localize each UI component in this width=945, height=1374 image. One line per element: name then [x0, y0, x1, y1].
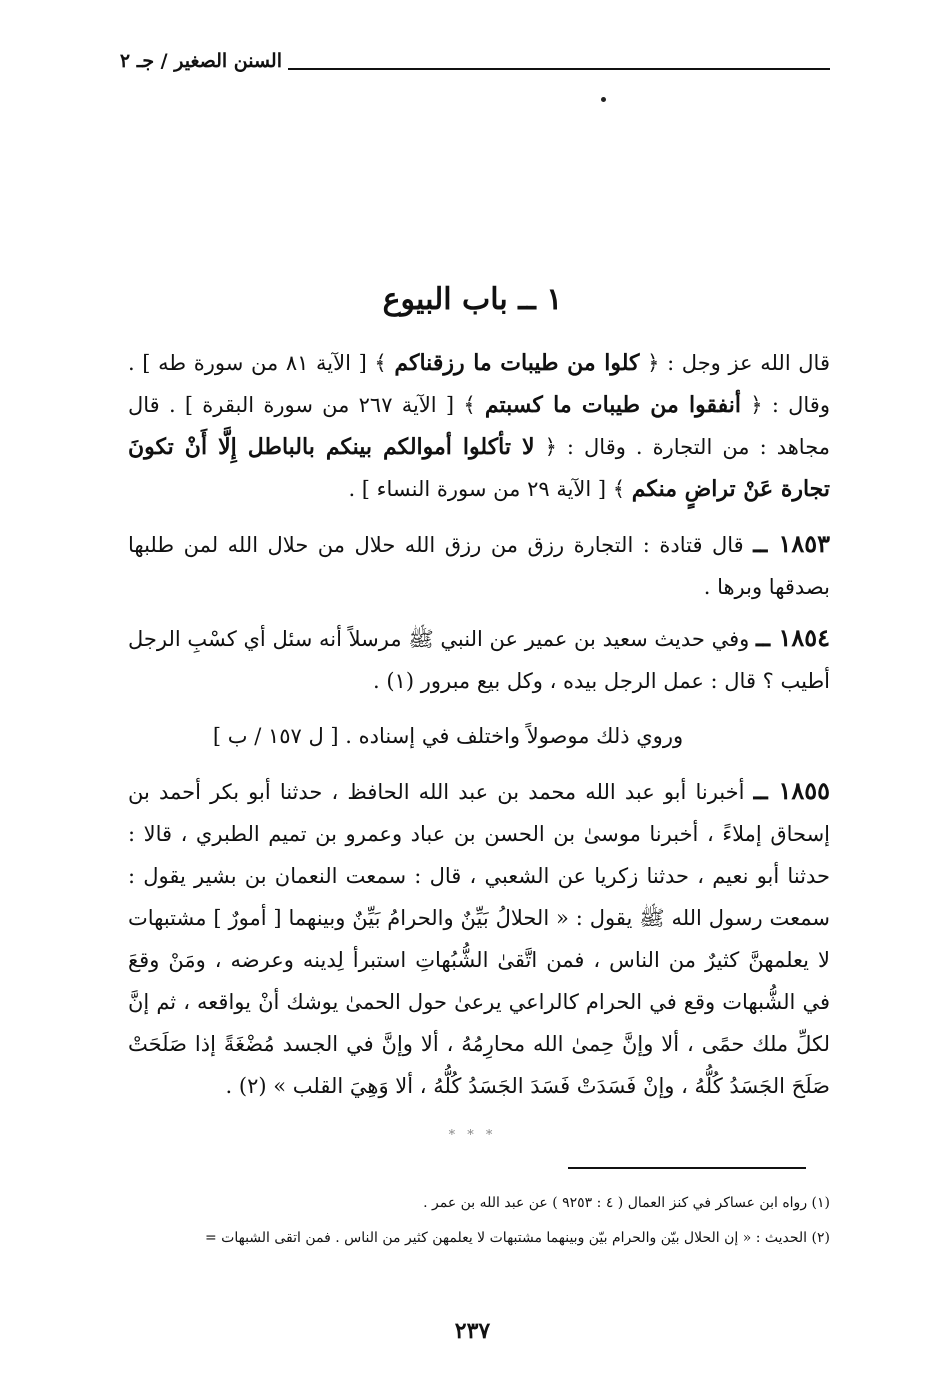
riwaya-note: وروي ذلك موصولاً واختلف في إسناده . [ ل ١٥٧ / ب ] [212, 724, 684, 748]
hadith-text: قال قتادة : التجارة رزق من رزق الله حلال من حلال الله لمن طلبها بصدقها وبرها . [128, 533, 830, 599]
intro-text-2: ﴾ [ الآية ٨١ من سورة طه ] . وقال : ﴿ [128, 351, 830, 417]
section-separator: * * * [448, 1128, 497, 1143]
hadith-1853 [128, 523, 830, 608]
footnote-1: (١) رواه ابن عساكر في كنز العمال ( ٤ : ٩٢٥٣ ) عن عبد الله بن عمر . [423, 1195, 830, 1211]
hadith-number: ١٨٥٤ ــ [755, 623, 831, 652]
hadith-1855 [128, 770, 830, 1107]
ink-dot [601, 97, 606, 102]
intro-text-4: ﴾ [ الآية ٢٩ من سورة النساء ] . [348, 477, 632, 501]
quran-verse-2: أنفقوا من طيبات ما كسبتم [484, 392, 742, 418]
chapter-heading: ١ ــ باب البيوع [382, 282, 563, 317]
footnote-rule [568, 1167, 806, 1169]
footnote-2: (٢) الحديث : « إن الحلال بيّن والحرام بيّن وبينهما مشتبهات لا يعلمهن كثير من الناس . فمن اتقى الشبهات = [204, 1230, 830, 1246]
hadith-text: أخبرنا أبو عبد الله محمد بن عبد الله الحافظ ، حدثنا أبو بكر أحمد بن إسحاق إملاءً ، أخبرنا موسىٰ بن الحسن بن عباد وعمرو بن تميم الطبري ، قالا : حدثنا أبو نعيم ، حدثنا زكريا عن الشعبي ، قال : سمعت النعمان بن بشير يقول : سمعت رسول الله ﷺ يقول : « الحلالُ بَيِّنٌ والحرامُ بَيِّنٌ وبينهما [ أمورٌ ] مشتبهات لا يعلمهنَّ كثيرٌ من الناس ، فمن اتَّقىٰ الشُّبُهاتِ استبرأ لِدينه وعرضه ، ومَنْ وقعَ في الشُّبهات وقع في الحرام كالراعي يرعىٰ حول الحمىٰ يوشك أنْ يواقعه ، ثم إنَّ لكلِّ ملك حمًى ، ألا وإنَّ حِمىٰ الله محارِمُهُ ، ألا وإنَّ في الجسد مُضْغَةً إذا صَلَحَتْ صَلَحَ الجَسَدُ كُلُّهُ ، وإنْ فَسَدَتْ فَسَدَ الجَسَدُ كُلُّهُ ، ألا وَهِيَ القلب » (٢) . [128, 780, 830, 1098]
header-rule [288, 68, 830, 70]
hadith-1854 [128, 617, 830, 702]
intro-text-3: ﴾ [ الآية ٢٦٧ من سورة البقرة ] . قال مجاهد : من التجارة . وقال : ﴿ [128, 393, 830, 459]
running-title: السنن الصغير / جـ ٢ [119, 50, 282, 72]
quran-verse-3: لا تأكلوا أموالكم بينكم بالباطل إِلَّا أَنْ تكونَ تجارة عَنْ تراضٍ منكم [128, 434, 830, 502]
intro-text-1: قال الله عز وجل : ﴿ [639, 351, 830, 375]
hadith-text: وفي حديث سعيد بن عمير عن النبي ﷺ مرسلاً أنه سئل أي كسْبِ الرجل أطيب ؟ قال : عمل الرجل بيده ، وكل بيع مبرور (١) . [128, 627, 830, 693]
hadith-number: ١٨٥٥ ــ [753, 776, 830, 805]
running-header [119, 50, 830, 80]
quran-verse-1: كلوا من طيبات ما رزقناكم [394, 350, 640, 376]
hadith-number: ١٨٥٣ ــ [753, 529, 830, 558]
intro-paragraph [128, 342, 830, 510]
page-number: ٢٣٧ [454, 1318, 491, 1344]
